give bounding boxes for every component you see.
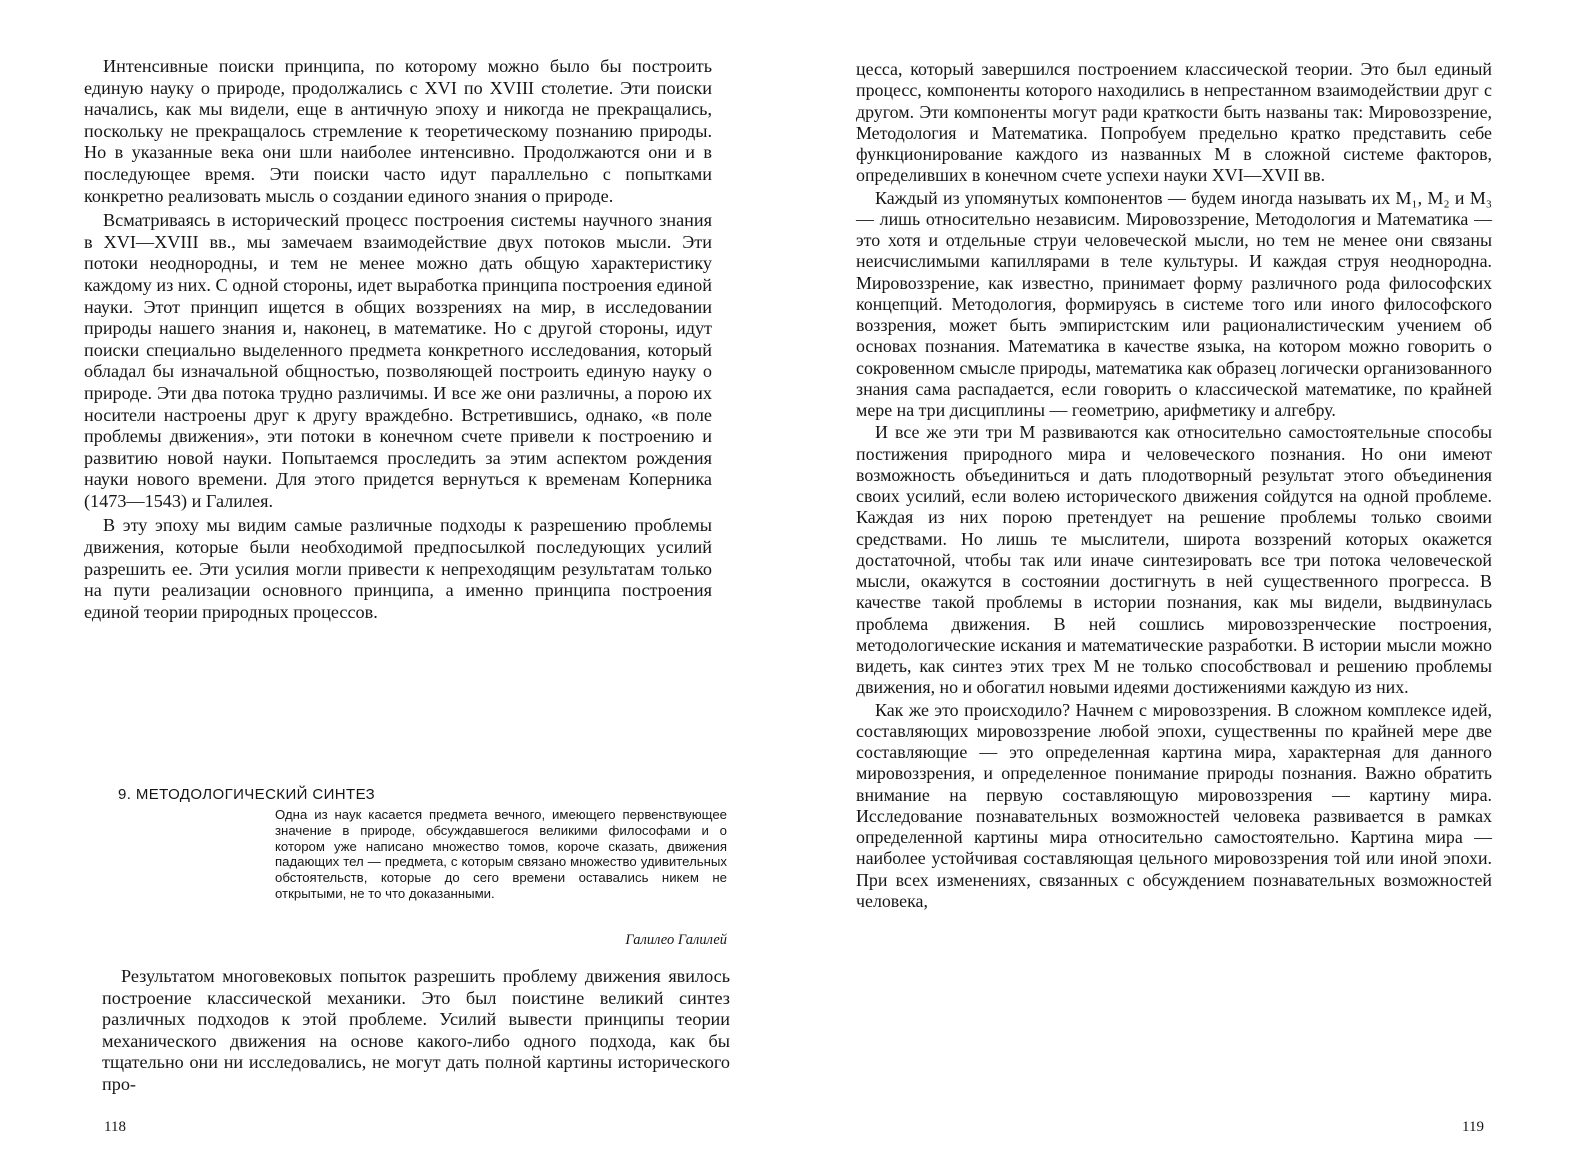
- left-page-text-top: [84, 56, 712, 623]
- paragraph: И все же эти три М развиваются как относительно самостоятельные способы постижения природного мира и человеческого познания. Но они имеют возможность объединиться и дать плодотворный результат этого объединения своих усилий, если волею исторического движения сойдутся на одной проблеме. Каждая из них порою претендует на решение проблемы только своими средствами. Но лишь те мыслители, широта воззрений которых окажется достаточной, чтобы так или иначе синтезировать все три потока человеческой мысли, окажутся в состоянии достигнуть в ней существенного прогресса. В качестве такой проблемы в истории познания, как мы видели, выдвинулась проблема движения. В ней сошлись мировоззренческие построения, методологические искания и математические разработки. В истории мысли можно видеть, как синтез этих трех М не только способствовал и решению проблемы движения, но и обогатил новыми идеями достижениями каждую из них.: [856, 422, 1492, 698]
- section-heading: 9. МЕТОДОЛОГИЧЕСКИЙ СИНТЕЗ: [118, 786, 376, 803]
- paragraph: цесса, который завершился построением классической теории. Это был единый процесс, компоненты которого находились в непрестанном взаимодействии друг с другом. Эти компоненты могут ради краткости быть названы так: Мировоззрение, Методология и Математика. Попробуем предельно кратко представить себе функционирование каждого из названных М в сложной системе факторов, определивших в конечном счете успехи науки XVI—XVII вв.: [856, 59, 1492, 186]
- epigraph-text: Одна из наук касается предмета вечного, имеющего первенствующее значение в природе, обсуждавшегося великими философами и о котором уже написано множество томов, короче сказать, движения падающих тел — предмета, с которым связано множество удивительных обстоятельств, которые до сего времени оставались никем не открытыми, не то что доказанными.: [275, 807, 727, 901]
- paragraph: Как же это происходило? Начнем с мировоззрения. В сложном комплексе идей, составляющих мировоззрение любой эпохи, существенны по крайней мере две составляющие — это определенная картина мира, характерная для данного мировоззрения, и определенное понимание природы познания. Важно обратить внимание на первую составляющую мировоззрения — картину мира. Исследование познавательных возможностей человека развивается в рамках определенной картины мира относительно самостоятельно. Картина мира — наиболее устойчивая составляющая цельного мировоззрения той или иной эпохи. При всех изменениях, связанных с обсуждением познавательных возможностей человека,: [856, 699, 1492, 911]
- paragraph: В эту эпоху мы видим самые различные подходы к разрешению проблемы движения, которые были необходимой предпосылкой последующих усилий разрешить ее. Эти усилия могли привести к непреходящим результатам только на пути реализации основного принципа, а именно принципа построения единой теории природных процессов.: [84, 515, 712, 622]
- left-page-text-bottom: [102, 966, 730, 1096]
- paragraph: Каждый из упомянутых компонентов — будем иногда называть их M₁, M₂ и M₃ — лишь относительно независим. Мировоззрение, Методология и Математика — это хотя и отдельные струи человеческой мысли, но тем не менее они связаны неисчислимыми капиллярами в теле культуры. И каждая струя неоднородна. Мировоззрение, как известно, принимает форму различного рода философских концепций. Методология, формируясь в системе того или иного философского воззрения, может быть эмпиристским или рационалистическим учением об основах познания. Математика в качестве языка, на котором можно говорить о сокровенном смысле природы, математика как образец логически организованного знания сама распадается, если говорить о классической математике, по крайней мере на три дисциплины — геометрию, арифметику и алгебру.: [856, 187, 1492, 420]
- right-page-text: [856, 59, 1492, 912]
- right-page: [798, 0, 1596, 1176]
- page-number-right: 119: [1462, 1119, 1484, 1135]
- epigraph-author: Галилео Галилей: [625, 932, 727, 948]
- paragraph: Результатом многовековых попыток разрешить проблему движения явилось построение классической механики. Это был поистине великий синтез различных подходов к этой проблеме. Усилий вывести принципы теории механического движения на основе какого-либо одного подхода, как бы тщательно они ни исследовались, не могут дать полной картины исторического про-: [102, 966, 730, 1094]
- paragraph: Всматриваясь в исторический процесс построения системы научного знания в XVI—XVIII вв., мы замечаем взаимодействие двух потоков мысли. Эти потоки неоднородны, и тем не менее можно дать общую характеристику каждому из них. С одной стороны, идет выработка принципа построения единой науки. Этот принцип ищется в общих воззрениях на мир, в исследовании природы нашего знания и, наконец, в математике. Но с другой стороны, идут поиски специально выделенного предмета конкретного исследования, который обладал бы изначальной общностью, позволяющей построить единую науку о природе. Эти два потока трудно различимы. И все же они различны, а порою их носители настроены друг к другу враждебно. Встретившись, однако, «в поле проблемы движения», эти потоки в конечном счете привели к построению и развитию новой науки. Попытаемся проследить за этим аспектом рождения науки нового времени. Для этого придется вернуться к временам Коперника (1473—1543) и Галилея.: [84, 210, 712, 511]
- page-number-left: 118: [104, 1119, 126, 1135]
- paragraph: Интенсивные поиски принципа, по которому можно было бы построить единую науку о природе, продолжались с XVI по XVIII столетие. Эти поиски начались, как мы видели, еще в античную эпоху и никогда не прекращались, поскольку не прекращалось стремление к теоретическому познанию природы. Но в указанные века они шли наиболее интенсивно. Продолжаются они и в последующее время. Эти поиски часто идут параллельно с попытками конкретно реализовать мысль о создании единого знания о природе.: [84, 56, 712, 206]
